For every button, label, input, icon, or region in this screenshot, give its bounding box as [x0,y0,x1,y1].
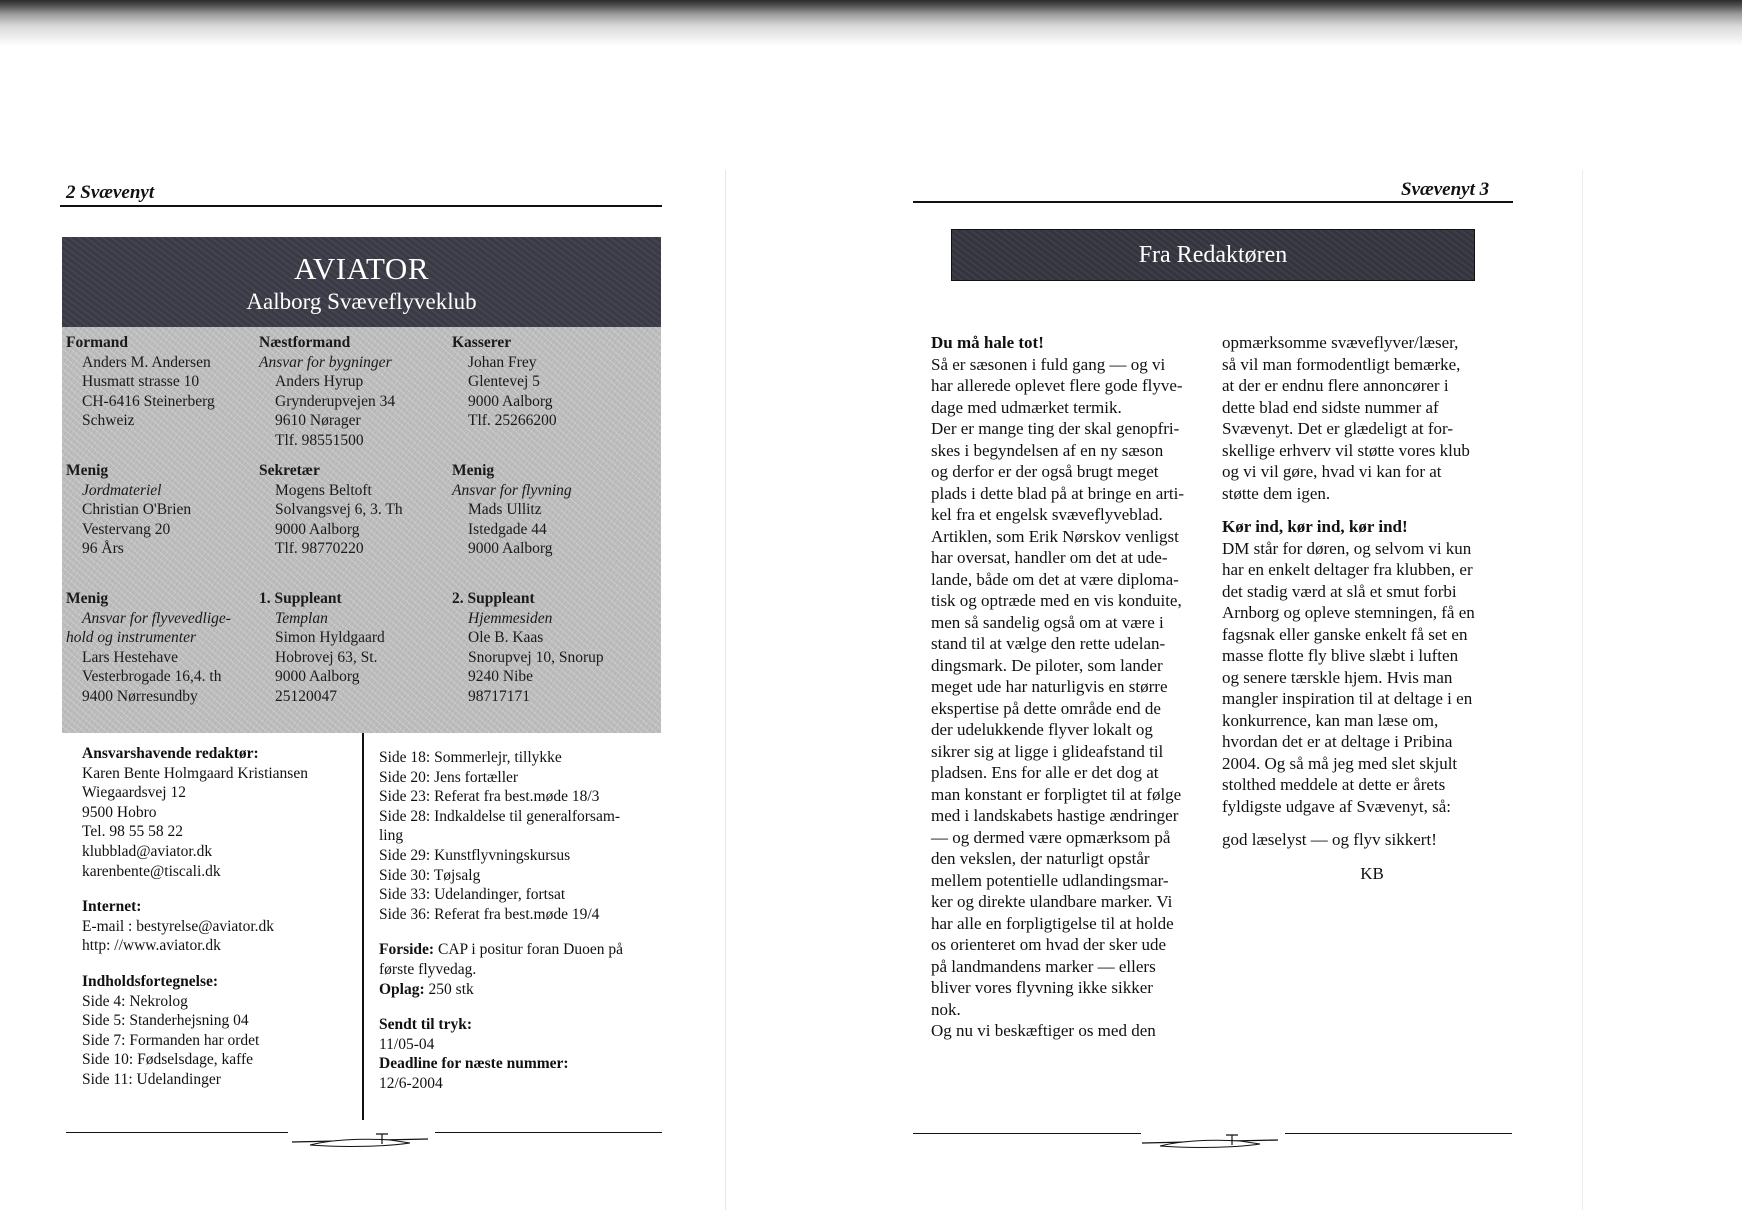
internet-heading: Internet: [82,898,142,916]
toc-entry: Side 20: Jens fortæller [379,768,519,786]
club-masthead [62,237,661,327]
board-cell-suppleant-2: 2. Suppleant Hjemmesiden Ole B. Kaas Snorupvej 10, Snorup 9240 Nibe 98717171 [452,590,604,705]
toc-entry: Side 29: Kunstflyvningskursus [379,846,571,864]
toc-entry: Side 33: Udelandinger, fortsat [379,886,566,904]
glider-icon [1140,1129,1285,1153]
board-cell-menig-jordmateriel: Menig Jordmateriel Christian O'Brien Vestervang 20 96 Års [66,462,192,557]
closing-line: god læselyst — og flyv sikkert! [1222,830,1437,849]
board-cell-sekretaer: Sekretær Mogens Beltoft Solvangsvej 6, 3. Th 9000 Aalborg Tlf. 98770220 [259,462,403,557]
board-cell-kasserer: Kasserer Johan Frey Glentevej 5 9000 Aalborg Tlf. 25266200 [452,334,557,429]
colophon-left: Ansvarshavende redaktør: Karen Bente Holmgaard Kristiansen Wiegaardsvej 12 9500 Hobro Tel. 98 55 58 22 klubblad@aviator.dk karenbente@tiscali.dk Internet: E-mail : bestyrelse@aviator.dk http: //www.aviator.dk Indholdsfortegnelse: Side 4: Nekrolog Side 5: Standerhejsning 04 Side 7: Formanden har ordet Side 10: Fødselsdage, kaffe Side 11: Udelandinger [82,744,352,1090]
cover-note: Forside: CAP i positur foran Duoen på [379,941,623,959]
club-title: AVIATOR [294,251,429,286]
signature: KB [1360,863,1384,883]
board-cell-suppleant-1: 1. Suppleant Templan Simon Hyldgaard Hobrovej 63, St. 9000 Aalborg 25120047 [259,590,385,705]
board-cell-formand: Formand Anders M. Andersen Husmatt strasse 10 CH-6416 Steinerberg Schweiz [66,334,215,429]
page-edge-right [1582,170,1583,1210]
running-head-right: Svævenyt 3 [1401,179,1490,200]
toc-entry: Side 7: Formanden har ordet [82,1031,260,1049]
toc-entry: Side 28: Indkaldelse til generalforsam- [379,807,621,825]
editorial-banner: Fra Redaktøren [951,229,1475,281]
print-run: Oplag: 250 stk [379,980,474,998]
toc-entry: Side 23: Referat fra best.møde 18/3 [379,788,600,806]
deadline-heading: Deadline for næste nummer: [379,1055,569,1073]
toc-entry: Side 5: Standerhejsning 04 [82,1012,249,1030]
page-edge-left [725,170,726,1210]
toc-entry: Side 11: Udelandinger [82,1070,221,1088]
header-rule-left [60,205,662,207]
running-head-left: 2 Svævenyt [66,182,155,203]
toc-entry: ling [379,827,404,845]
colophon-right: Side 18: Sommerlejr, tillykke Side 20: Jens fortæller Side 23: Referat fra best.møde 18/3 Side 28: Indkaldelse til generalforsam- ling Side 29: Kunstflyvningskursus Side 30: Tøjsalg Side 33: Udelandinger, fortsat Side 36: Referat fra best.møde 19/4 Forside: CAP i positur foran Duoen på første flyvedag. Oplag: 250 stk Sendt til tryk: 11/05-04 Deadline for næste nummer: 12/6-2004 [379,748,664,1094]
toc-entry: Side 36: Referat fra best.møde 19/4 [379,905,600,923]
editorial-heading-2: Kør ind, kør ind, kør ind! [1222,517,1408,536]
board-members-box [62,327,661,733]
colophon-divider [362,733,364,1120]
toc-entry: Side 30: Tøjsalg [379,866,481,884]
header-rule-right [913,201,1513,203]
editor-heading: Ansvarshavende redaktør: [82,745,259,762]
footer-rule-right-b [1285,1133,1512,1134]
footer-rule-left-a [66,1132,288,1133]
sent-to-print-heading: Sendt til tryk: [379,1016,472,1034]
board-cell-naestformand: Næstformand Ansvar for bygninger Anders Hyrup Grynderupvejen 34 9610 Nørager Tlf. 98551500 [259,334,396,449]
toc-entry: Side 18: Sommerlejr, tillykke [379,749,562,766]
editorial-heading-1: Du må hale tot! [931,333,1044,352]
glider-icon [290,1128,435,1152]
editorial-column-1: Du må hale tot! Så er sæsonen i fuld gang — og vi har allerede oplevet flere gode flyve- dage med udmærket termik. Der er mange ting der skal genopfri- skes i begyndelsen af en ny sæson og derfor er der også brugt meget plads i dette blad på at bringe en arti- kel fra et engelsk svæveflyveblad. Artiklen, som Erik Nørskov venligst har oversat, handler om det at ude- lande, både om det at være diploma- tisk og optræde med en vis konduite, men så sandelig også om at være i stand til at vælge den rette udelan- dingsmark. De piloter, som lander meget ude har naturligvis en større ekspertise på dette område end de der udelukkende flyver lokalt og sikrer sig at ligge i glideafstand til pladsen. Ens for alle er det dog at man konstant er forpligtet til at følge med i landskabets hastige ændringer — og dermed være opmærksom på den vekslen, der naturligt opstår mellem potentielle udlandingsmar- ker og direkte ulandbare marker. Vi har alle en forpligtigelse til at holde os orienteret om hvad der sker ude på landmandens marker — ellers bliver vores flyvning ikke sikker nok. Og nu vi beskæftiger os med den [931,332,1216,1042]
board-cell-menig-flyvning: Menig Ansvar for flyvning Mads Ullitz Istedgade 44 9000 Aalborg [452,462,572,557]
toc-entry: Side 4: Nekrolog [82,992,188,1010]
board-cell-menig-instrumenter: Menig Ansvar for flyvevedlige- hold og instrumenter Lars Hestehave Vesterbrogade 16,4. th 9400 Nørresundby [66,590,231,705]
footer-rule-right-a [913,1133,1141,1134]
footer-rule-left-b [435,1132,662,1133]
club-subtitle: Aalborg Svæveflyveklub [246,289,477,314]
toc-entry: Side 10: Fødselsdage, kaffe [82,1051,254,1069]
editorial-column-2: opmærksomme svæveflyver/læser, så vil man formodentligt bemærke, at der er endnu flere annoncører i dette blad end sidste nummer af Svævenyt. Det er glædeligt at for- skellige erhverv vil støtte vores klub og vi vil gøre, hvad vi kan for at støtte dem igen. Kør ind, kør ind, kør ind! DM står for døren, og selvom vi kun har en enkelt deltager fra klubben, er det stadig værd at slå et smut forbi Arnborg og opleve stemningen, få en fagsnak eller ganske enkelt få set en masse flotte fly blive slæbt i luften og senere tærskle hjem. Hvis man mangler inspiration til at deltage i en konkurrence, kan man læse om, hvordan det er at deltage i Pribina 2004. Og så må jeg med slet skjult stolthed meddele at dette er årets fyldigste udgave af Svævenyt, så: god læselyst — og flyv sikkert! KB [1222,332,1522,884]
toc-heading: Indholdsfortegnelse: [82,972,219,990]
